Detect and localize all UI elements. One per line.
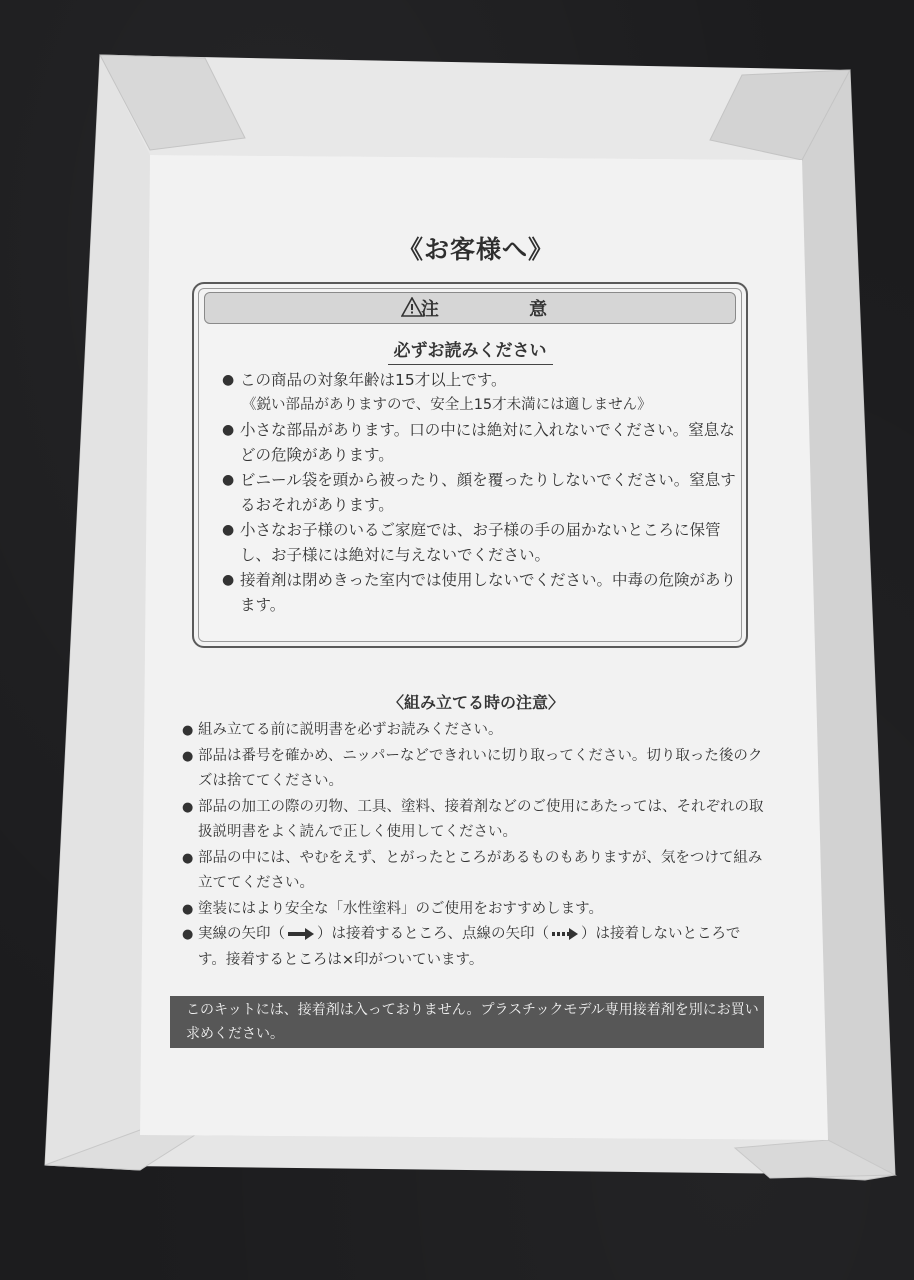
must-read-heading bbox=[194, 336, 746, 361]
assembly-item bbox=[182, 846, 766, 897]
assembly-item bbox=[182, 795, 766, 846]
caution-item bbox=[222, 418, 742, 468]
must-read-text: 必ずお読みください bbox=[388, 341, 553, 365]
assembly-item bbox=[182, 744, 766, 795]
page-title: 《お客様へ》 bbox=[397, 235, 554, 264]
caution-box bbox=[192, 282, 748, 648]
solid-arrow-icon bbox=[288, 928, 314, 940]
assembly-list bbox=[182, 718, 766, 973]
instruction-sheet bbox=[150, 158, 802, 1118]
assembly-item-text: 部品の中には、やむをえず、とがったところがあるものもありますが、気をつけて組み立ててください。 bbox=[198, 849, 763, 891]
dotted-arrow-icon bbox=[552, 928, 578, 940]
caution-item-text: 小さなお子様のいるご家庭では、お子様の手の届かないところに保管し、お子様には絶対に与えないでください。 bbox=[240, 521, 721, 564]
arrow-text-1: 実線の矢印（ bbox=[198, 926, 285, 942]
caution-item-subtext: 《鋭い部品がありますので、安全上15才未満には適しません》 bbox=[242, 397, 652, 413]
caution-item bbox=[222, 468, 742, 518]
caution-item bbox=[222, 568, 742, 618]
caution-header bbox=[204, 292, 736, 324]
caution-item-text: ビニール袋を頭から被ったり、顔を覆ったりしないでください。窒息するおそれがあります。 bbox=[240, 471, 736, 514]
assembly-item bbox=[182, 718, 766, 744]
assembly-item-arrows bbox=[182, 922, 766, 973]
caution-item-text: この商品の対象年齢は15才以上です。 bbox=[240, 371, 507, 389]
caution-title: 注 意 bbox=[420, 299, 590, 320]
assembly-item-text: 部品の加工の際の刃物、工具、塗料、接着剤などのご使用にあたっては、それぞれの取扱説明書をよく読んで正しく使用してください。 bbox=[198, 798, 764, 840]
adhesive-notice: このキットには、接着剤は入っておりません。プラスチックモデル専用接着剤を別にお買い求めください。 bbox=[170, 996, 764, 1048]
caution-item bbox=[222, 368, 742, 418]
assembly-item bbox=[182, 897, 766, 923]
arrow-text-3: ）は接着しないところです。接着するところは×印がついています。 bbox=[198, 926, 741, 968]
caution-item-text: 小さな部品があります。口の中には絶対に入れないでください。窒息などの危険があります。 bbox=[240, 421, 735, 464]
assembly-item-text: 塗装にはより安全な「水性塗料」のご使用をおすすめします。 bbox=[198, 900, 603, 917]
arrow-text-2: ）は接着するところ、点線の矢印（ bbox=[317, 926, 549, 942]
assembly-heading: 〈組み立てる時の注意〉 bbox=[387, 693, 564, 712]
caution-list bbox=[222, 368, 742, 618]
warning-triangle-icon bbox=[401, 297, 423, 317]
caution-item-text: 接着剤は閉めきった室内では使用しないでください。中毒の危険があります。 bbox=[240, 571, 737, 614]
assembly-item-text: 部品は番号を確かめ、ニッパーなどできれいに切り取ってください。切り取った後のクズは捨ててください。 bbox=[198, 747, 763, 789]
assembly-item-text: 組み立てる前に説明書を必ずお読みください。 bbox=[198, 722, 503, 738]
caution-item bbox=[222, 518, 742, 568]
